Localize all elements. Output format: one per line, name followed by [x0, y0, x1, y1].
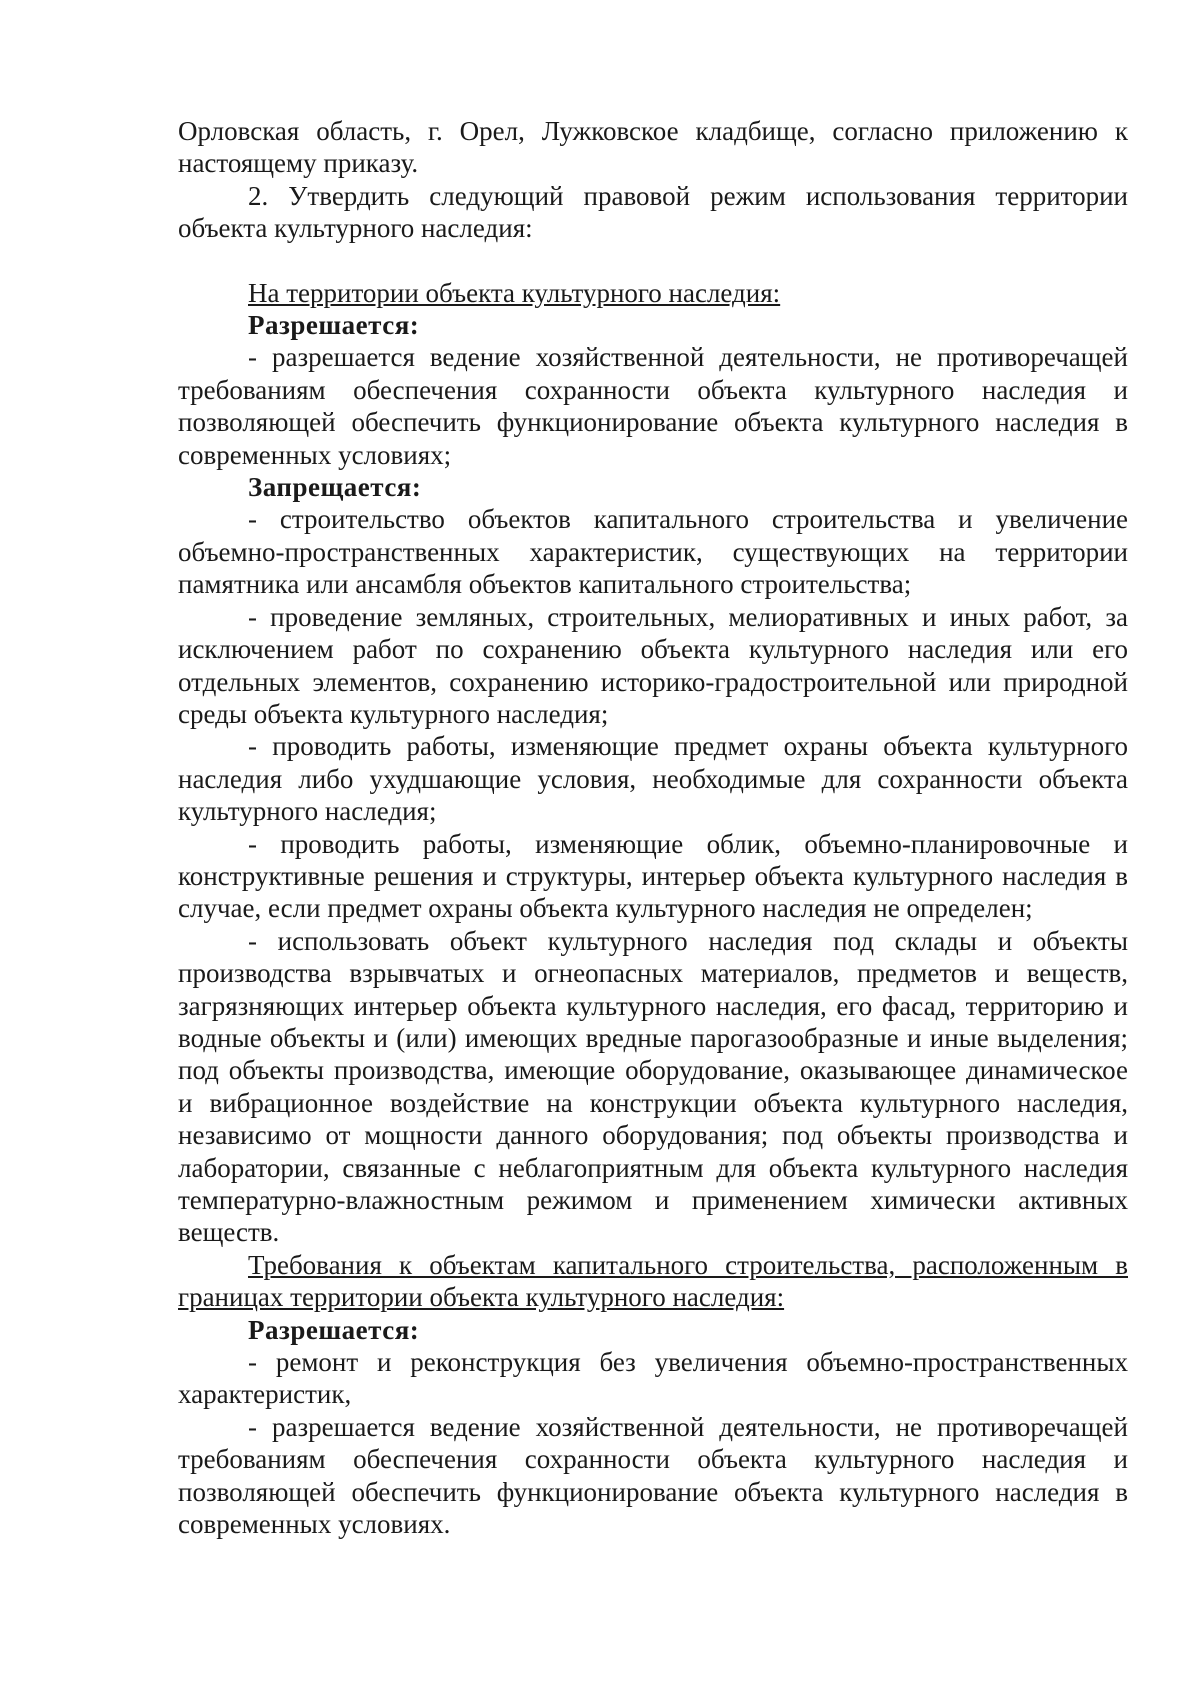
section-1-allowed-item: - разрешается ведение хозяйственной деятельности, не противоречащей требованиям обеспечения сохранности объекта культурного наследия и позволяющей обеспечить функционирование объекта культурного наследия в современных условиях; — [178, 342, 1128, 470]
section-2-allowed-item: - разрешается ведение хозяйственной деятельности, не противоречащей требованиям обеспечения сохранности объекта культурного наследия и позволяющей обеспечить функционирование объекта культурного наследия в современных условиях. — [178, 1411, 1128, 1540]
intro-continuation: Орловская область, г. Орел, Лужковское кладбище, согласно приложению к настоящему приказу. — [178, 116, 1128, 179]
section-2-allowed-heading: Разрешается: — [248, 1314, 420, 1345]
section-1-title: На территории объекта культурного наследия: — [248, 277, 781, 308]
section-1-forbidden-item: - проведение земляных, строительных, мелиоративных и иных работ, за исключением работ по сохранению объекта культурного наследия или его отдельных элементов, сохранению историко-градостроительной или природной среды объекта культурного наследия; — [178, 601, 1128, 729]
spacer — [178, 245, 1128, 277]
section-1-forbidden-item: - проводить работы, изменяющие предмет охраны объекта культурного наследия либо ухудшающие условия, необходимые для сохранности объекта культурного наследия; — [178, 731, 1128, 827]
section-1-forbidden-item: - использовать объект культурного наследия под склады и объекты производства взрывчатых и огнеопасных материалов, предметов и веществ, загрязняющих интерьер объекта культурного наследия, его фасад, территорию и водные объекты и (или) имеющих вредные парогазообразные и иные выделения; под объекты производства, имеющие оборудование, оказывающее динамическое и вибрационное воздействие на конструкции объекта культурного наследия, независимо от мощности данного оборудования; под объекты производства и лаборатории, связанные с неблагоприятным для объекта культурного наследия температурно-влажностным режимом и применением химически активных веществ. — [178, 925, 1128, 1248]
section-1-allowed-heading: Разрешается: — [248, 310, 420, 341]
document-body — [178, 115, 1128, 1540]
item-2-paragraph: 2. Утвердить следующий правовой режим использования территории объекта культурного наследия: — [178, 180, 1128, 244]
section-1-forbidden-item: - строительство объектов капитального строительства и увеличение объемно-пространственных характеристик, существующих на территории памятника или ансамбля объектов капитального строительства; — [178, 504, 1128, 600]
section-2-title: Требования к объектам капитального строительства, расположенным в границах территории объекта культурного наследия: — [178, 1249, 1128, 1313]
section-2-allowed-item: - ремонт и реконструкция без увеличения объемно-пространственных характеристик, — [178, 1347, 1128, 1410]
section-1-forbidden-item: - проводить работы, изменяющие облик, объемно-планировочные и конструктивные решения и структуры, интерьер объекта культурного наследия в случае, если предмет охраны объекта культурного наследия не определен; — [178, 828, 1128, 924]
section-1-forbidden-heading: Запрещается: — [248, 472, 422, 503]
